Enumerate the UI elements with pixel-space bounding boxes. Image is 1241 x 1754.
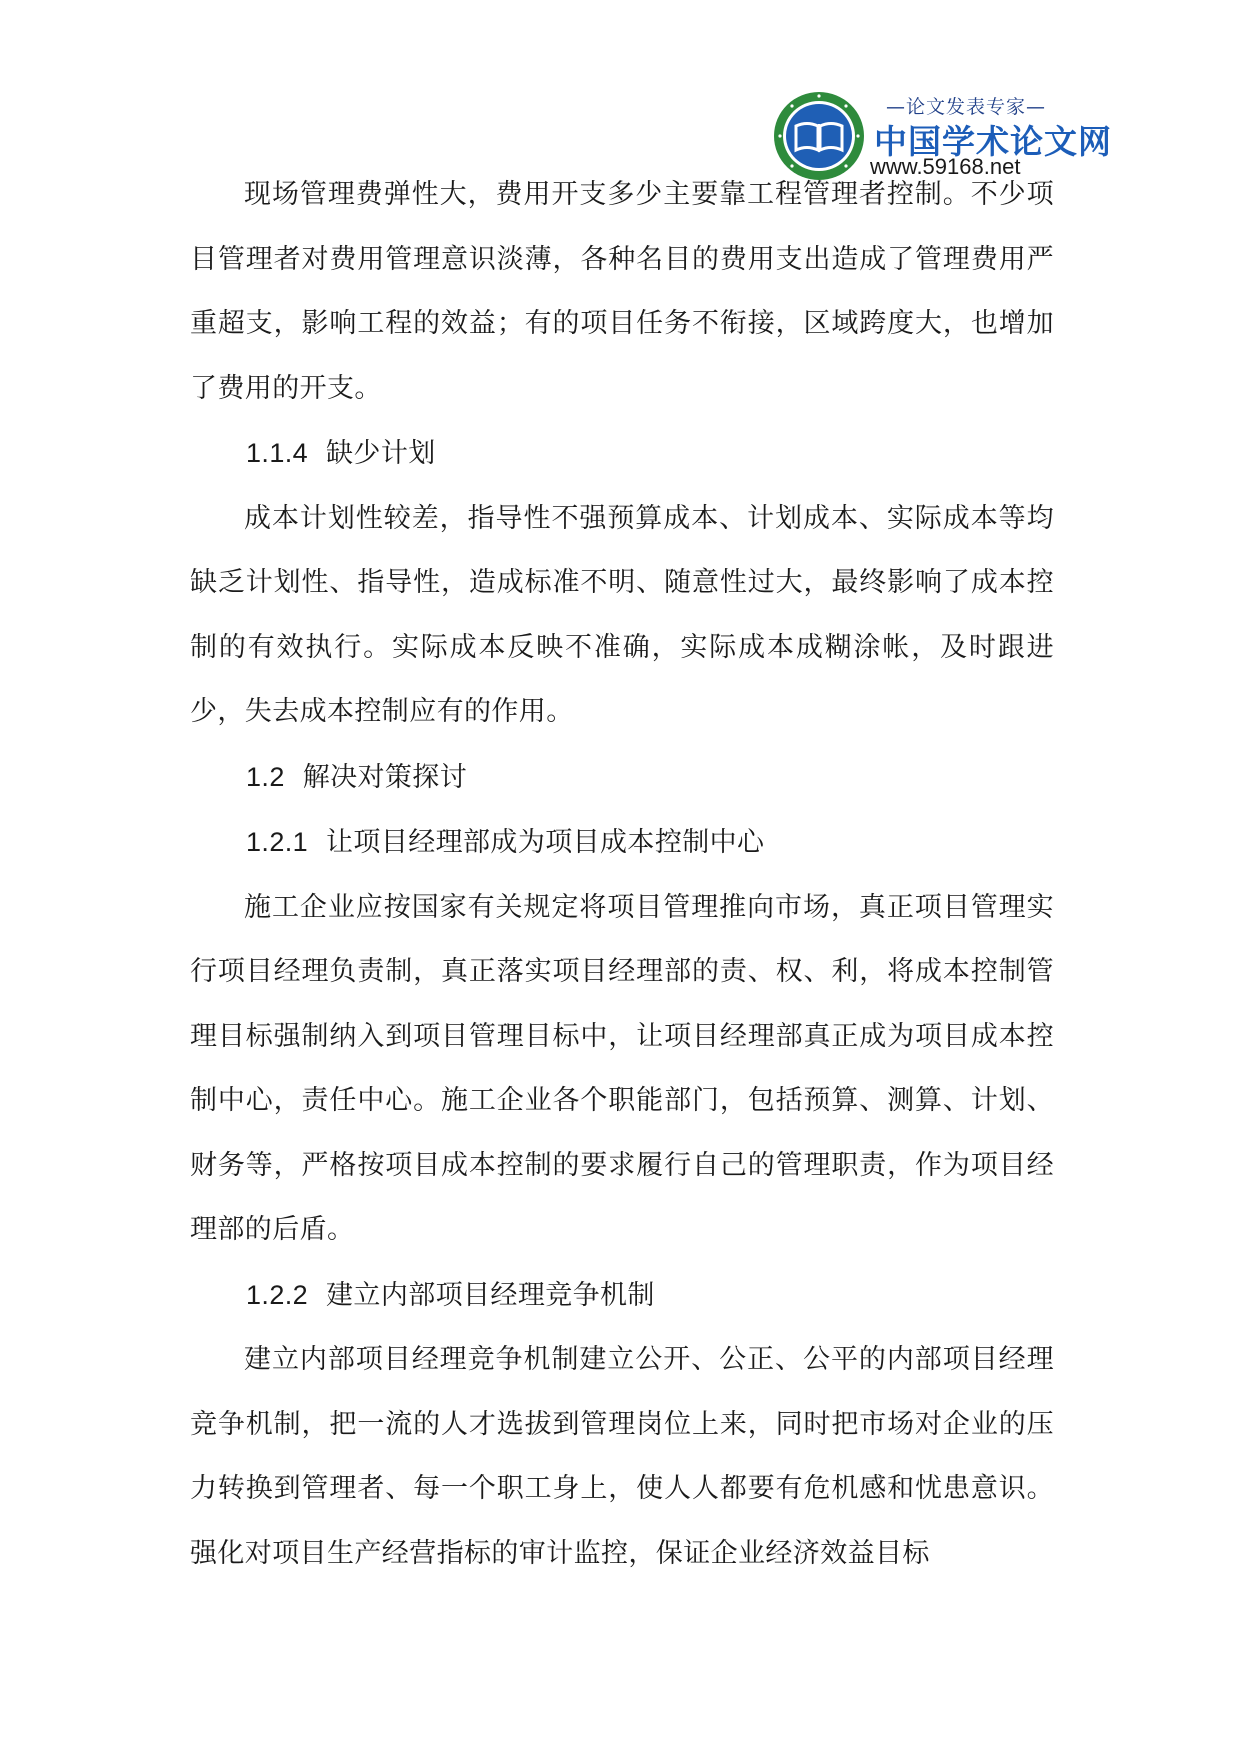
paragraph: 施工企业应按国家有关规定将项目管理推向市场，真正项目管理实行项目经理负责制，真正落实项目经理部的责、权、利，将成本控制管理目标强制纳入到项目管理目标中，让项目经理部真正成为项目成本控制中心，责任中心。施工企业各个职能部门，包括预算、测算、计划、财务等，严格按项目成本控制的要求履行自己的管理职责，作为项目经理部的后盾。 [190,891,1054,1245]
section-number: 1.2 [246,761,285,792]
section-heading [190,745,1054,811]
document-body [190,163,1054,1586]
paragraph: 成本计划性较差，指导性不强预算成本、计划成本、实际成本等均缺乏计划性、指导性，造成标准不明、随意性过大，最终影响了成本控制的有效执行。实际成本反映不准确，实际成本成糊涂帐，及时跟进少，失去成本控制应有的作用。 [190,502,1054,727]
section-heading [190,421,1054,487]
section-number: 1.2.1 [246,827,309,857]
paragraph: 建立内部项目经理竞争机制建立公开、公正、公平的内部项目经理竞争机制，把一流的人才选拔到管理岗位上来，同时把市场对企业的压力转换到管理者、每一个职工身上，使人人都要有危机感和忧患意识。强化对项目生产经营指标的审计监控，保证企业经济效益目标 [190,1344,1054,1569]
paragraph: 现场管理费弹性大，费用开支多少主要靠工程管理者控制。不少项目管理者对费用管理意识淡薄，各种名目的费用支出造成了管理费用严重超支，影响工程的效益；有的项目任务不衔接，区域跨度大，也增加了费用的开支。 [190,179,1054,404]
logo-url: www.59168.net [870,154,1021,179]
logo-name: 中国学术论文网 [874,122,1112,161]
section-title: 让项目经理部成为项目成本控制中心 [326,827,765,858]
section-title: 缺少计划 [326,438,436,469]
section-number: 1.1.4 [246,438,309,468]
logo-slogan: —论文发表专家— [886,96,1047,118]
section-title: 解决对策探讨 [302,761,468,793]
section-title: 建立内部项目经理竞争机制 [326,1279,655,1311]
section-number: 1.2.2 [246,1279,309,1310]
section-heading [190,1263,1054,1329]
section-heading [190,810,1054,876]
